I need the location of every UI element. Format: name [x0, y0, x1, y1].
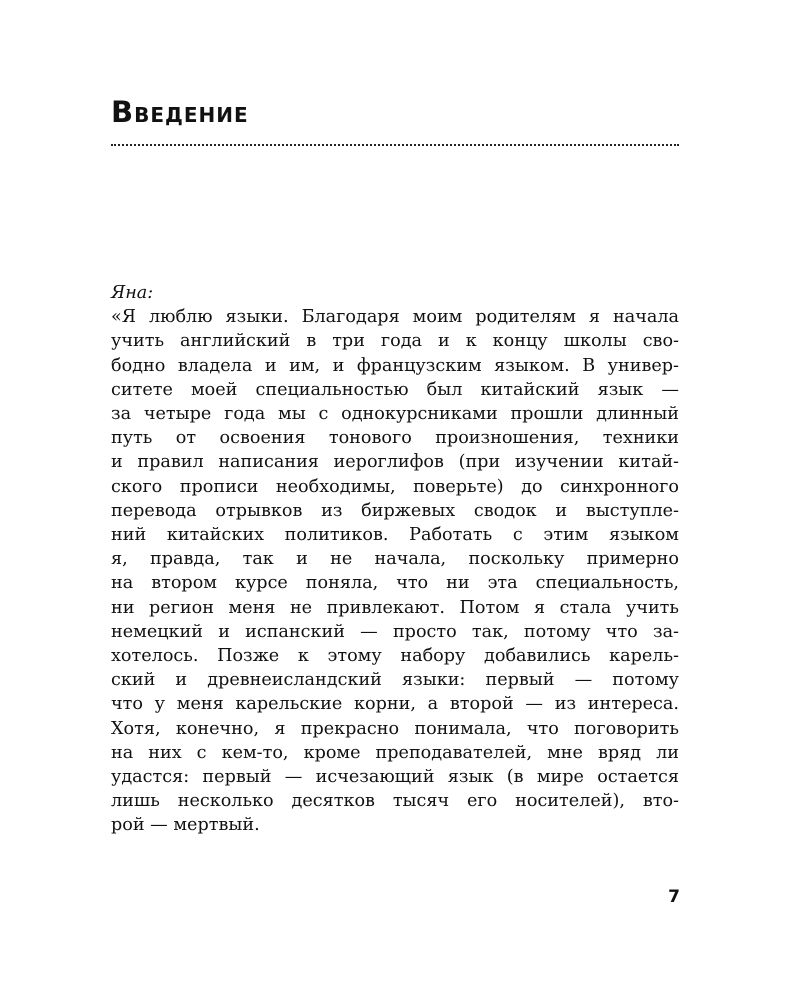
speaker-label: Яна:	[111, 283, 154, 303]
text-line: бодно владела и им, и французским языком. В универ-	[111, 355, 679, 376]
text-line: ни регион меня не привлекают. Потом я стала учить	[111, 597, 679, 618]
text-line: удастся: первый — исчезающий язык (в мире остается	[111, 767, 679, 788]
text-line: ского прописи необходимы, поверьте) до синхронного	[111, 476, 679, 497]
chapter-title: Введение	[111, 95, 249, 129]
text-line: рой — мертвый.	[111, 815, 260, 836]
text-line: на втором курсе поняла, что ни эта специальность,	[111, 573, 679, 594]
text-line: что у меня карельские корни, а второй — из интереса.	[111, 694, 679, 715]
text-line: за четыре года мы с однокурсниками прошли длинный	[111, 404, 679, 425]
text-line: на них с кем-то, кроме преподавателей, мне вряд ли	[111, 742, 679, 763]
text-line: путь от освоения тонового произношения, техники	[111, 428, 679, 449]
text-line: немецкий и испанский — просто так, потому что за-	[111, 621, 679, 642]
dotted-divider	[111, 144, 679, 146]
text-line: лишь несколько десятков тысяч его носителей), вто-	[111, 791, 679, 812]
text-line: ситете моей специальностью был китайский язык —	[111, 379, 679, 400]
text-line: «Я люблю языки. Благодаря моим родителям я начала	[111, 307, 679, 328]
text-line: ский и древнеисландский языки: первый — потому	[111, 670, 679, 691]
text-line: Хотя, конечно, я прекрасно понимала, что поговорить	[111, 718, 679, 739]
passage	[111, 281, 679, 838]
text-line: перевода отрывков из биржевых сводок и выступле-	[111, 500, 679, 521]
text-line: и правил написания иероглифов (при изучении китай-	[111, 452, 679, 473]
text-line: ний китайских политиков. Работать с этим языком	[111, 525, 679, 546]
page-number: 7	[668, 887, 680, 907]
text-line: хотелось. Позже к этому набору добавились карель-	[111, 646, 679, 667]
text-line: учить английский в три года и к концу школы сво-	[111, 331, 679, 352]
text-line: я, правда, так и не начала, поскольку примерно	[111, 549, 679, 570]
